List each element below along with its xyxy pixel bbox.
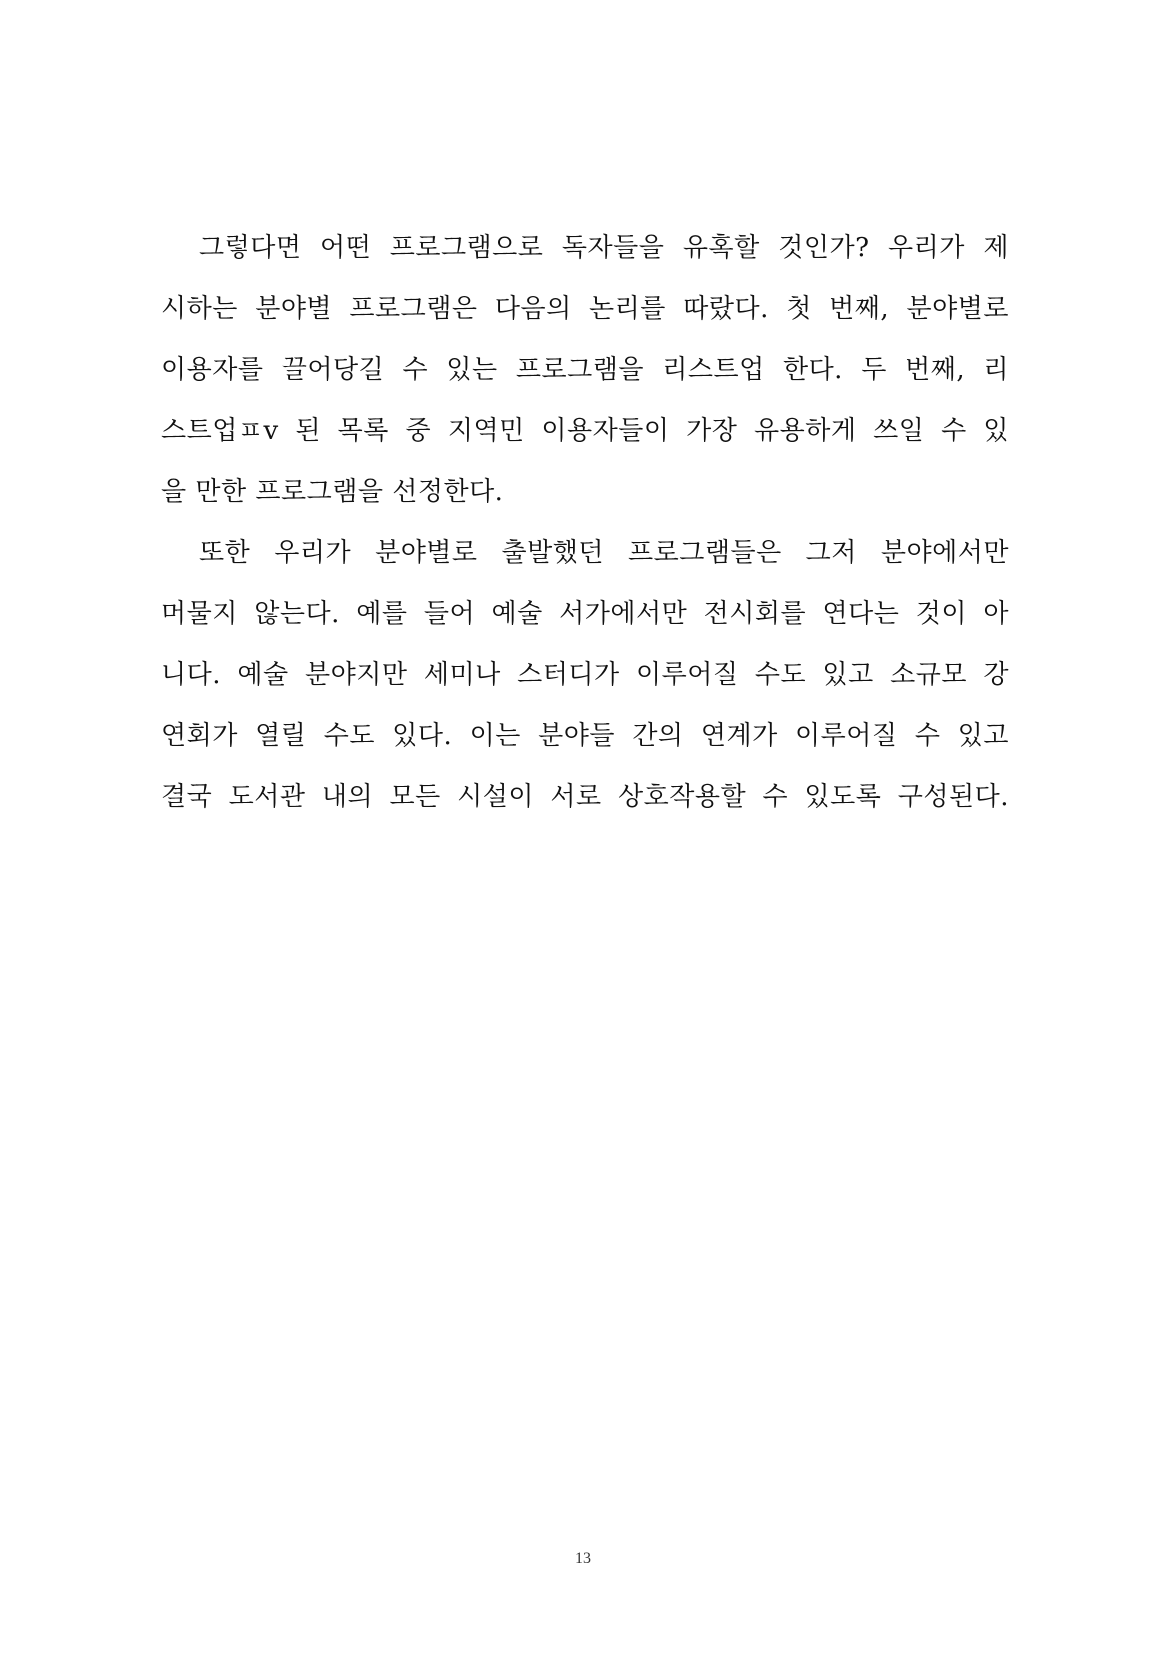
text-line: 이용자를 끌어당길 수 있는 프로그램을 리스트업 한다. 두 번째, 리 [161,355,1009,385]
text-line: 니다. 예술 분야지만 세미나 스터디가 이루어질 수도 있고 소규모 강 [161,660,1009,690]
text-line: 을 만한 프로그램을 선정한다. [161,477,504,507]
text-line: 스트업ㅍv 된 목록 중 지역민 이용자들이 가장 유용하게 쓰일 수 있 [161,416,1009,446]
text-line: 결국 도서관 내의 모든 시설이 서로 상호작용할 수 있도록 구성된다. [161,782,1009,812]
paragraph [161,218,1009,523]
page-number: 13 [575,1550,591,1567]
text-line: 시하는 분야별 프로그램은 다음의 논리를 따랐다. 첫 번째, 분야별로 [161,294,1009,324]
document-body [161,218,1009,828]
text-line: 그렇다면 어떤 프로그램으로 독자들을 유혹할 것인가? 우리가 제 [199,233,1009,263]
text-line: 또한 우리가 분야별로 출발했던 프로그램들은 그저 분야에서만 [199,538,1009,568]
text-line: 연회가 열릴 수도 있다. 이는 분야들 간의 연계가 이루어질 수 있고 [161,721,1009,751]
text-line: 머물지 않는다. 예를 들어 예술 서가에서만 전시회를 연다는 것이 아 [161,599,1009,629]
paragraph [161,523,1009,828]
